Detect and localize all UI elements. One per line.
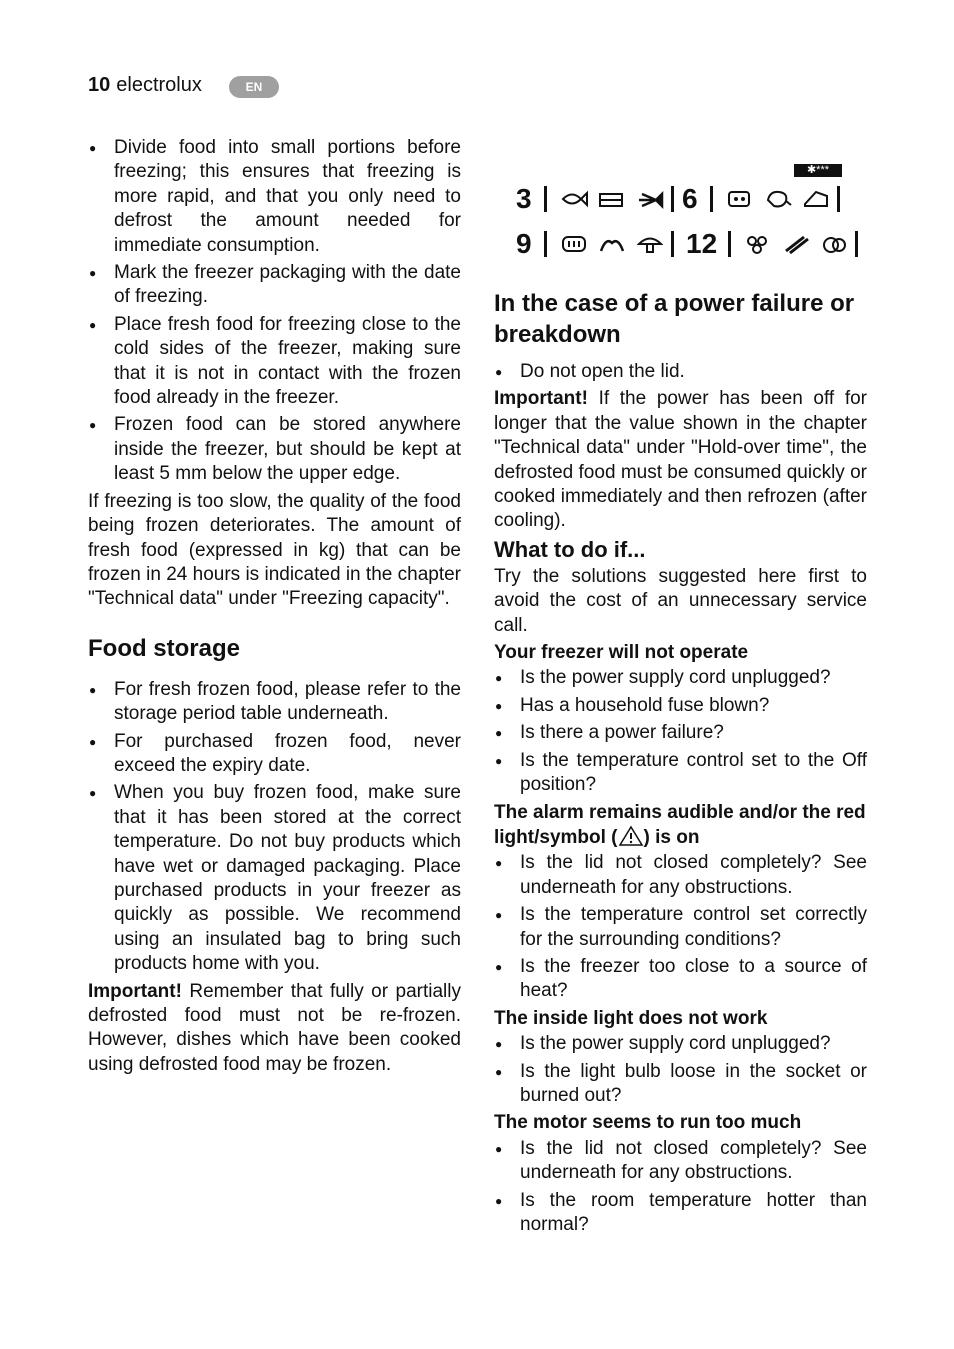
vegetables-icon (598, 233, 626, 255)
language-badge: EN (229, 76, 279, 98)
alarm-heading (494, 801, 867, 851)
inside-light-heading: The inside light does not work (494, 1007, 768, 1029)
list-item: ● Is there a power failure? (494, 721, 867, 745)
list-item: ● Is the temperature control set to the Off position? (494, 749, 867, 798)
alarm-heading-text-end: ) is on (643, 826, 700, 848)
storage-period-figure (494, 136, 867, 266)
brand-name: electrolux (116, 74, 202, 96)
months-6-label: 6 (682, 182, 698, 214)
alarm-list (494, 851, 867, 1003)
important-label: Important! (494, 388, 588, 410)
alarm-heading-text: The alarm remains audible and/or the red light/symbol ( (494, 801, 866, 848)
divider (671, 186, 674, 212)
list-item: ● Mark the freezer packaging with the date of freezing. (88, 261, 461, 310)
inside-light-list (494, 1032, 867, 1108)
divider (710, 186, 713, 212)
storage-row-3-6 (516, 182, 848, 214)
four-star-badge: ✱*** (794, 164, 842, 177)
important-label: Important! (88, 980, 182, 1002)
list-item: ● Is the power supply cord unplugged? (494, 666, 867, 690)
freezing-tips-list (88, 136, 461, 487)
divider (855, 231, 858, 257)
list-item: ● Is the light bulb loose in the socket or burned out? (494, 1060, 867, 1109)
divider (671, 231, 674, 257)
months-9-label: 9 (516, 227, 532, 259)
left-column (88, 136, 461, 1080)
list-item: ● Is the room temperature hotter than normal? (494, 1189, 867, 1238)
storage-row-9-12 (516, 227, 866, 259)
list-item: ● Has a household fuse blown? (494, 694, 867, 718)
fish-icon (560, 188, 588, 210)
list-item: ● Is the lid not closed completely? See underneath for any obstructions. (494, 1137, 867, 1186)
list-item: ● Is the power supply cord unplugged? (494, 1032, 867, 1056)
motor-heading: The motor seems to run too much (494, 1112, 802, 1134)
important-text: Remember that fully or partially defrosted food must not be re-frozen. However, dishes which have been cooked using defrosted food may be frozen. (88, 980, 461, 1075)
cheese-icon (802, 188, 830, 210)
power-failure-heading: In the case of a power failure or breakdown (494, 290, 855, 348)
list-item: ● When you buy frozen food, make sure that it has been stored at the correct temperature. Do not buy products which have wet or damaged packaging. Place purchased products in your freezer as quickly as possible. We recommend using an insulated bag to bring such products home with you. (88, 781, 461, 976)
list-item: ● Is the freezer too close to a source of heat? (494, 955, 867, 1004)
list-item: ● Divide food into small portions before freezing; this ensures that freezing is more rapid, and that you only need to defrost the amount needed for immediate consumption. (88, 136, 461, 258)
divider (837, 186, 840, 212)
bread-icon (598, 188, 626, 210)
berries-icon (744, 233, 772, 255)
what-to-do-heading: What to do if... (494, 536, 646, 562)
fruit-icon (820, 233, 848, 255)
months-12-label: 12 (686, 227, 718, 259)
list-item: ● Place fresh food for freezing close to the cold sides of the freezer, making sure that it is not in contact with the frozen food already in the freezer. (88, 313, 461, 411)
food-storage-list (88, 678, 461, 977)
mushroom-icon (636, 233, 664, 255)
page-number: 10 (88, 74, 111, 96)
months-3-label: 3 (516, 182, 532, 214)
divider (728, 231, 731, 257)
warning-icon (618, 825, 644, 847)
beans-icon (782, 233, 810, 255)
list-item: ● For fresh frozen food, please refer to the storage period table underneath. (88, 678, 461, 727)
pork-icon (560, 233, 588, 255)
divider (544, 231, 547, 257)
list-item: ● Is the lid not closed completely? See underneath for any obstructions. (494, 851, 867, 900)
pastry-icon (726, 188, 754, 210)
refreeze-note (88, 980, 461, 1078)
list-item: ● Frozen food can be stored anywhere inside the freezer, but should be kept at least 5 mm below the upper edge. (88, 413, 461, 486)
freezer-not-operate-list (494, 666, 867, 797)
what-to-do-intro: Try the solutions suggested here first to avoid the cost of an unnecessary service call. (494, 565, 867, 636)
poultry-icon (764, 188, 792, 210)
list-item: ● Do not open the lid. (494, 360, 867, 384)
divider (544, 186, 547, 212)
food-storage-heading: Food storage (88, 634, 241, 662)
motor-list (494, 1137, 867, 1238)
power-failure-list (494, 360, 867, 384)
shellfish-icon (636, 188, 664, 210)
right-column (494, 136, 867, 1240)
list-item: ● For purchased frozen food, never exceed the expiry date. (88, 730, 461, 779)
page-header (88, 74, 202, 97)
list-item: ● Is the temperature control set correctly for the surrounding conditions? (494, 903, 867, 952)
freezer-not-operate-heading: Your freezer will not operate (494, 642, 749, 664)
power-failure-note (494, 387, 867, 533)
important-text: If the power has been off for longer that the value shown in the chapter "Technical data" under "Hold-over time", the defrosted food must be consumed quickly or cooked immediately and then refrozen (after cooling). (494, 388, 867, 532)
freezing-speed-paragraph: If freezing is too slow, the quality of the food being frozen deteriorates. The amount of fresh food (expressed in kg) that can be frozen in 24 hours is indicated in the chapter "Technical data" under "Freezing capacity". (88, 490, 461, 610)
